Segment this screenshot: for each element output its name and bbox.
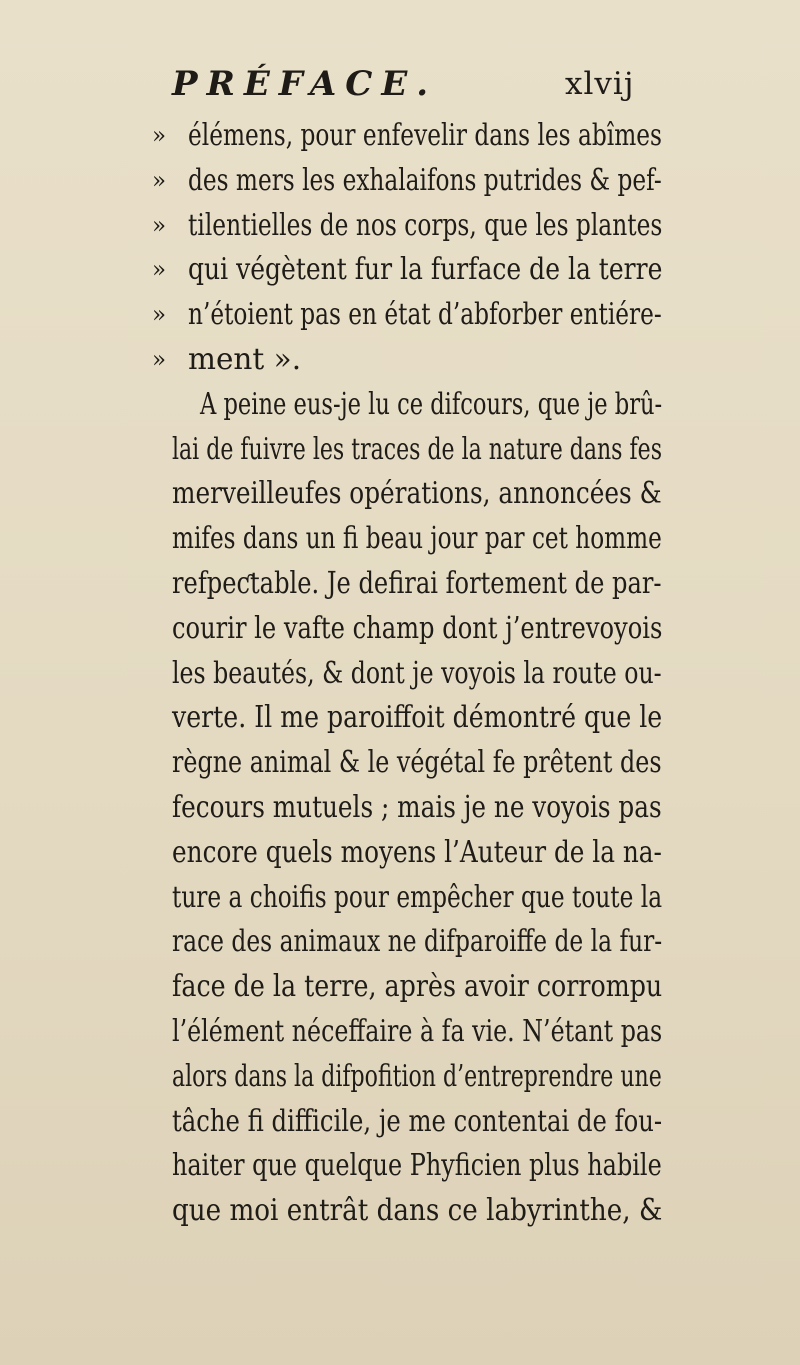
text-line xyxy=(0,965,800,1010)
line-text: des mers les exhalaifons putrides & pef- xyxy=(188,162,662,197)
text-line xyxy=(0,696,800,741)
text-line xyxy=(0,741,800,786)
line-text: règne animal & le végétal fe prêtent des xyxy=(172,745,662,780)
text-line xyxy=(0,248,800,293)
line-text: qui végètent fur la furface de la terre xyxy=(188,252,663,287)
text-line xyxy=(0,1144,800,1189)
body-text xyxy=(0,114,800,1234)
text-line xyxy=(0,383,800,428)
text-line xyxy=(0,831,800,876)
text-line xyxy=(0,517,800,562)
line-text: ment ». xyxy=(188,341,302,376)
line-text: lai de fuivre les traces de la nature dans fes xyxy=(172,431,663,466)
text-line xyxy=(0,1055,800,1100)
line-text: mifes dans un fi beau jour par cet homme xyxy=(172,521,662,556)
quotation-mark: » xyxy=(152,257,167,284)
line-text: A peine eus-je lu ce difcours, que je brû- xyxy=(200,386,663,421)
text-line xyxy=(0,472,800,517)
line-text: l’élément néceffaire à fa vie. N’étant pas xyxy=(172,1013,663,1048)
text-line xyxy=(0,204,800,249)
line-text: les beautés, & dont je voyois la route ou- xyxy=(172,655,662,690)
text-line xyxy=(0,786,800,831)
line-text: merveilleufes opérations, annoncées & xyxy=(172,476,662,511)
line-text: que moi entrât dans ce labyrinthe, & xyxy=(172,1193,663,1228)
line-text: face de la terre, après avoir corrompu xyxy=(172,969,663,1004)
line-text: race des animaux ne difparoiffe de la fur- xyxy=(172,924,663,959)
text-line xyxy=(0,1010,800,1055)
page-number: xlvij xyxy=(565,66,635,102)
line-text: encore quels moyens l’Auteur de la na- xyxy=(172,834,662,869)
running-title: PRÉFACE. xyxy=(172,64,438,104)
text-line xyxy=(0,607,800,652)
quotation-mark: » xyxy=(152,346,167,373)
line-text: tilentielles de nos corps, que les plantes xyxy=(188,207,663,242)
text-line xyxy=(0,1100,800,1145)
line-text: alors dans la difpofition d’entreprendre une xyxy=(172,1058,662,1093)
text-line xyxy=(0,159,800,204)
text-line xyxy=(0,114,800,159)
quotation-mark: » xyxy=(152,167,167,194)
text-line xyxy=(0,1189,800,1234)
line-text: fecours mutuels ; mais je ne voyois pas xyxy=(172,789,662,824)
line-text: élémens, pour enfevelir dans les abîmes xyxy=(188,118,662,152)
text-line xyxy=(0,562,800,607)
line-text: n’étoient pas en état d’abforber entiére- xyxy=(188,297,662,332)
text-line xyxy=(0,920,800,965)
line-text: courir le vafte champ dont j’entrevoyois xyxy=(172,610,663,645)
quotation-mark: » xyxy=(152,302,167,329)
quotation-mark: » xyxy=(152,123,167,149)
text-line xyxy=(0,338,800,383)
text-line xyxy=(0,876,800,921)
line-text: haiter que quelque Phyficien plus habile xyxy=(172,1148,662,1183)
line-text: tâche fi difficile, je me contentai de fou- xyxy=(172,1103,663,1138)
page-header xyxy=(0,62,800,106)
text-line xyxy=(0,428,800,473)
line-text: ture a choifis pour empêcher que toute la xyxy=(172,879,663,914)
line-text: verte. Il me paroiffoit démontré que le xyxy=(172,700,663,735)
text-line xyxy=(0,293,800,338)
text-line xyxy=(0,652,800,697)
quotation-mark: » xyxy=(152,212,167,239)
line-text: refpeƈtable. Je defirai fortement de par- xyxy=(172,565,662,600)
